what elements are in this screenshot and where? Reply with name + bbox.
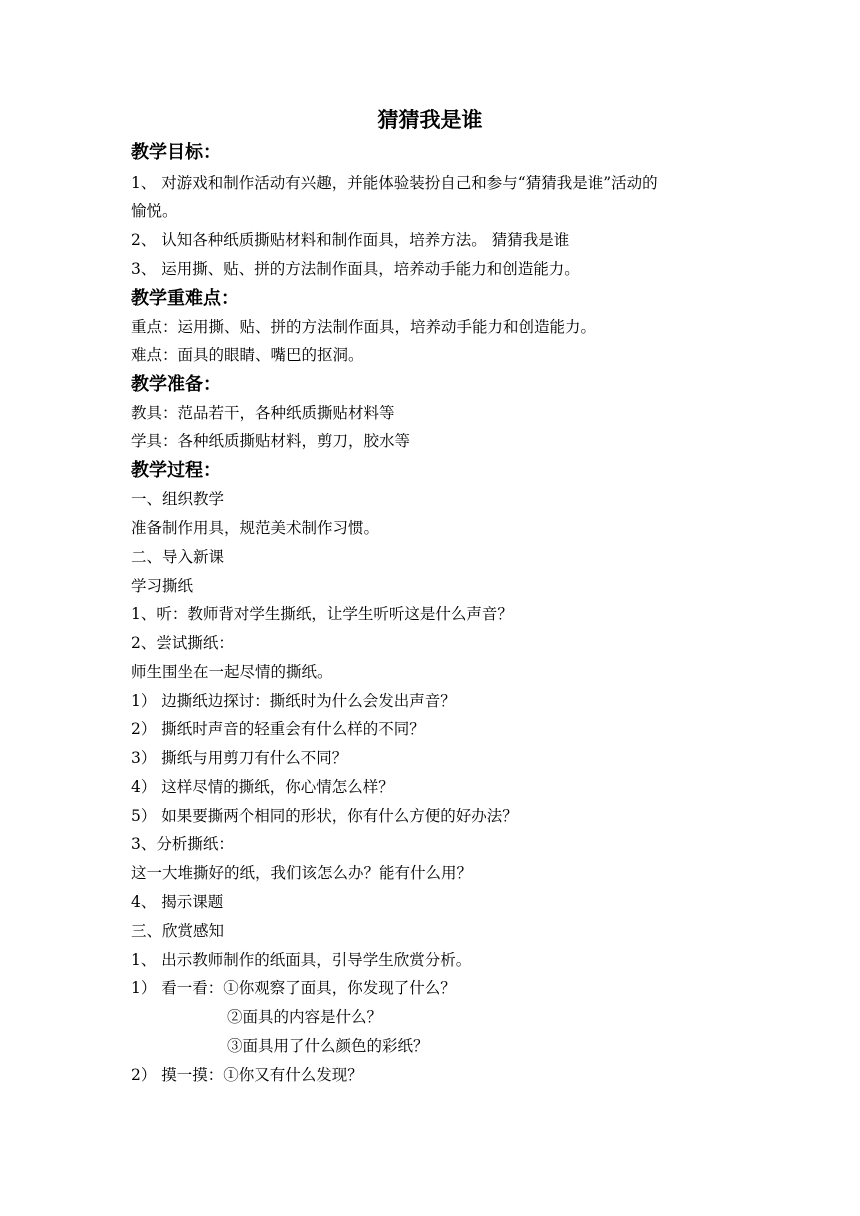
process-line: 5） 如果要撕两个相同的形状，你有什么方便的好办法？: [131, 807, 518, 825]
process-line: 一、组织教学: [131, 490, 225, 508]
section-heading-preparation: 教学准备：: [131, 374, 221, 395]
process-line: 1、听：教师背对学生撕纸，让学生听听这是什么声音？: [131, 605, 513, 623]
process-line: 准备制作用具，规范美术制作习惯。: [131, 519, 380, 537]
goal-line-1-cont: 愉悦。: [131, 202, 178, 220]
prep-line-1: 教具：范品若干，各种纸质撕贴材料等: [131, 404, 395, 422]
goal-line-2: 2、 认知各种纸质撕贴材料和制作面具，培养方法。 猜猜我是谁: [131, 231, 570, 249]
process-line: 1） 看一看：①你观察了面具，你发现了什么？: [131, 979, 456, 997]
section-heading-process: 教学过程：: [131, 460, 221, 481]
process-line: 3） 撕纸与用剪刀有什么不同？: [131, 749, 348, 767]
process-line: ②面具的内容是什么？: [227, 1008, 383, 1026]
process-line: 4、 揭示课题: [131, 893, 224, 911]
key-point-line-2: 难点：面具的眼睛、嘴巴的抠洞。: [131, 346, 364, 364]
process-line: 这一大堆撕好的纸，我们该怎么办？能有什么用？: [131, 864, 473, 882]
key-point-line-1: 重点：运用撕、贴、拼的方法制作面具，培养动手能力和创造能力。: [131, 318, 597, 336]
section-heading-key-points: 教学重难点：: [131, 288, 239, 309]
process-line: 4） 这样尽情的撕纸，你心情怎么样？: [131, 778, 394, 796]
process-line: 3、分析撕纸：: [131, 835, 234, 853]
process-line: 二、导入新课: [131, 548, 225, 566]
process-line: 2、尝试撕纸：: [131, 634, 234, 652]
process-line: 师生围坐在一起尽情的撕纸。: [131, 663, 333, 681]
process-line: 学习撕纸: [131, 577, 194, 595]
document-title: 猜猜我是谁: [377, 108, 483, 132]
process-line: 2） 摸一摸：①你又有什么发现？: [131, 1066, 363, 1084]
process-line: 三、欣赏感知: [131, 922, 225, 940]
goal-line-3: 3、 运用撕、贴、拼的方法制作面具，培养动手能力和创造能力。: [131, 260, 580, 278]
process-line: 2） 撕纸时声音的轻重会有什么样的不同？: [131, 720, 425, 738]
goal-line-1: 1、 对游戏和制作活动有兴趣，并能体验装扮自己和参与“猜猜我是谁”活动的: [131, 174, 658, 192]
section-heading-goals: 教学目标：: [131, 142, 221, 163]
prep-line-2: 学具：各种纸质撕贴材料，剪刀，胶水等: [131, 432, 411, 450]
process-line: ③面具用了什么颜色的彩纸？: [227, 1037, 429, 1055]
process-line: 1） 边撕纸边探讨：撕纸时为什么会发出声音？: [131, 692, 456, 710]
process-line: 1、 出示教师制作的纸面具，引导学生欣赏分析。: [131, 951, 472, 969]
